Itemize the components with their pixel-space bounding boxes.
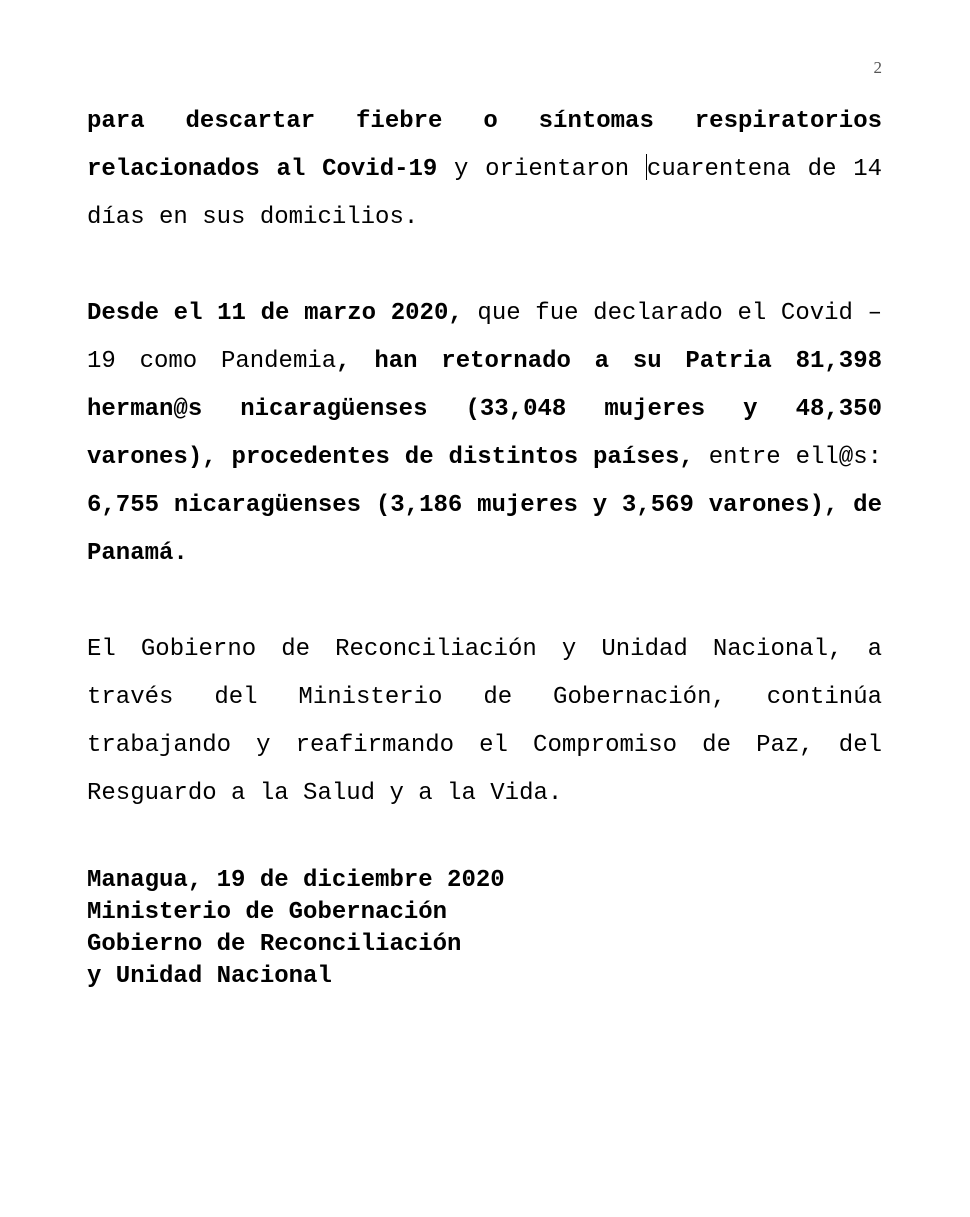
paragraph-returnees-pandemic: que fue declarado el Covid – 19 como Pandemia: [87, 300, 882, 375]
signature-place-date: Managua, 19 de diciembre 2020: [87, 867, 505, 894]
signature-government-cont: y Unidad Nacional: [87, 963, 332, 990]
document-body: [87, 98, 882, 818]
signature-block: [87, 865, 505, 993]
paragraph-returnees-date: Desde el 11 de marzo 2020,: [87, 300, 463, 327]
paragraph-returnees-total: , han retornado a su Patria 81,398 herman@s nicaragüenses (33,048 mujeres y 48,350 varones), procedentes de distintos países,: [87, 348, 882, 471]
paragraph-returnees: [87, 290, 882, 578]
paragraph-screening-text: y orientaron: [437, 156, 646, 183]
signature-government: Gobierno de Reconciliación: [87, 931, 462, 958]
signature-ministry: Ministerio de Gobernación: [87, 899, 448, 926]
paragraph-returnees-among: entre ell@s:: [693, 444, 882, 471]
paragraph-government: El Gobierno de Reconciliación y Unidad Nacional, a través del Ministerio de Gobernación, continúa trabajando y reafirmando el Compromiso de Paz, del Resguardo a la Salud y a la Vida.: [87, 636, 882, 807]
paragraph-screening: [87, 98, 882, 242]
paragraph-screening-bold: para descartar fiebre o síntomas respiratorios relacionados al Covid-19: [87, 108, 882, 183]
paragraph-screening-quarantine: cuarentena de 14 días en sus domicilios.: [87, 156, 883, 231]
paragraph-returnees-panama: 6,755 nicaragüenses (3,186 mujeres y 3,569 varones), de Panamá.: [87, 492, 882, 567]
page-number: 2: [873, 58, 882, 77]
